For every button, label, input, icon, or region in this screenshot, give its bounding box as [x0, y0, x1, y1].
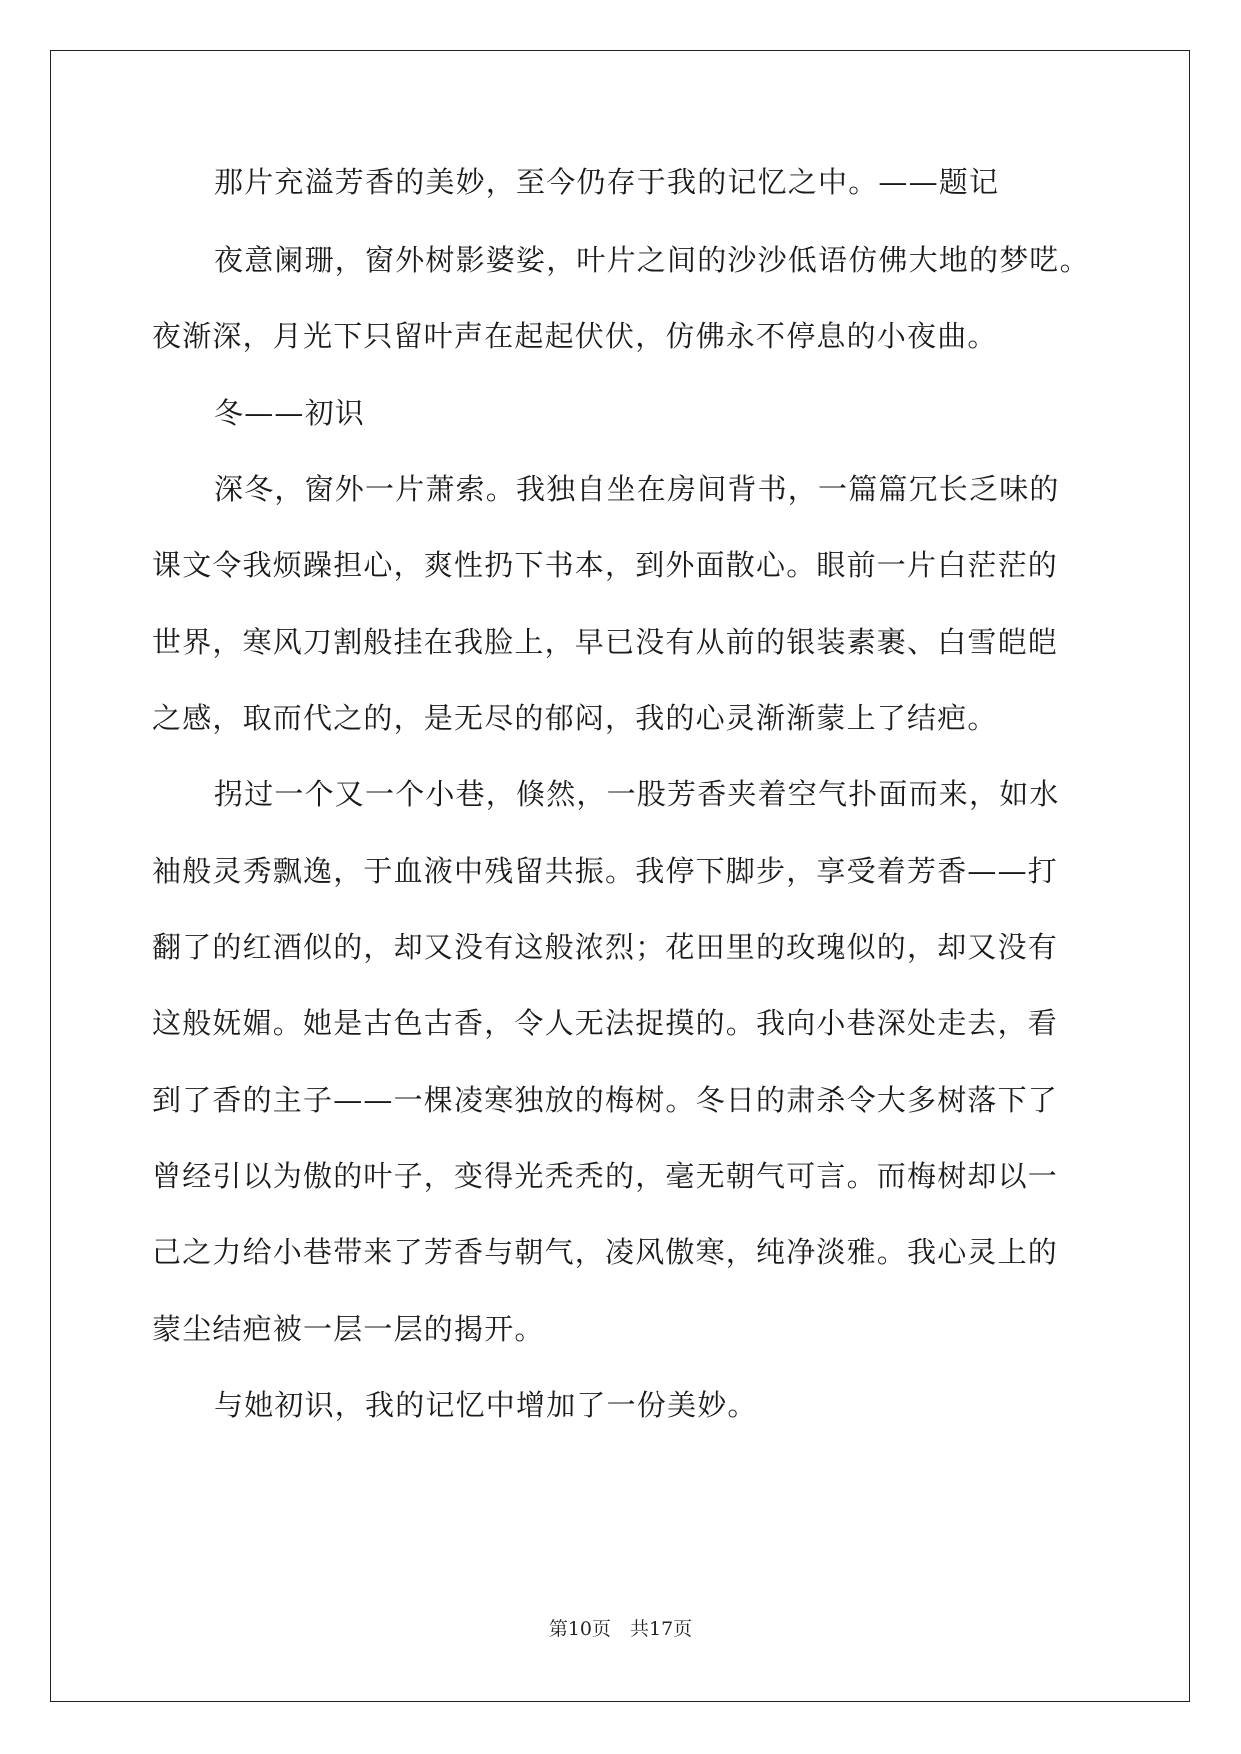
paragraph-line: 与她初识，我的记忆中增加了一份美妙。	[214, 1388, 758, 1422]
paragraph-line: 拐过一个又一个小巷，倏然，一股芳香夹着空气扑面而来，如水	[214, 777, 1060, 811]
paragraph-line: 世界，寒风刀割般挂在我脸上，早已没有从前的银装素裹、白雪皑皑	[152, 625, 1059, 659]
paragraph-line: 深冬，窗外一片萧索。我独自坐在房间背书，一篇篇冗长乏味的	[214, 472, 1060, 506]
paragraph-line: 之感，取而代之的，是无尽的郁闷，我的心灵渐渐蒙上了结疤。	[152, 701, 998, 735]
paragraph-line: 蒙尘结疤被一层一层的揭开。	[152, 1312, 545, 1346]
paragraph-line: 袖般灵秀飘逸，于血液中残留共振。我停下脚步，享受着芳香——打	[152, 854, 1059, 888]
paragraph-line: 翻了的红酒似的，却又没有这般浓烈；花田里的玫瑰似的，却又没有	[152, 930, 1059, 964]
paragraph-line: 课文令我烦躁担心，爽性扔下书本，到外面散心。眼前一片白茫茫的	[152, 548, 1059, 582]
epigraph-line: 那片充溢芳香的美妙，至今仍存于我的记忆之中。——题记	[214, 165, 1000, 199]
section-heading: 冬——初识	[214, 396, 366, 430]
paragraph-line: 己之力给小巷带来了芳香与朝气，凌风傲寒，纯净淡雅。我心灵上的	[152, 1235, 1059, 1269]
paragraph-line: 到了香的主子——一棵凌寒独放的梅树。冬日的肃杀令大多树落下了	[152, 1083, 1059, 1117]
paragraph-line: 曾经引以为傲的叶子，变得光秃秃的，毫无朝气可言。而梅树却以一	[152, 1159, 1059, 1193]
paragraph-line: 夜意阑珊，窗外树影婆娑，叶片之间的沙沙低语仿佛大地的梦呓。	[214, 243, 1090, 277]
paragraph-line: 夜渐深，月光下只留叶声在起起伏伏，仿佛永不停息的小夜曲。	[152, 319, 998, 353]
paragraph-line: 这般妩媚。她是古色古香，令人无法捉摸的。我向小巷深处走去，看	[152, 1006, 1059, 1040]
page-number: 第10页 共17页	[548, 1618, 693, 1640]
